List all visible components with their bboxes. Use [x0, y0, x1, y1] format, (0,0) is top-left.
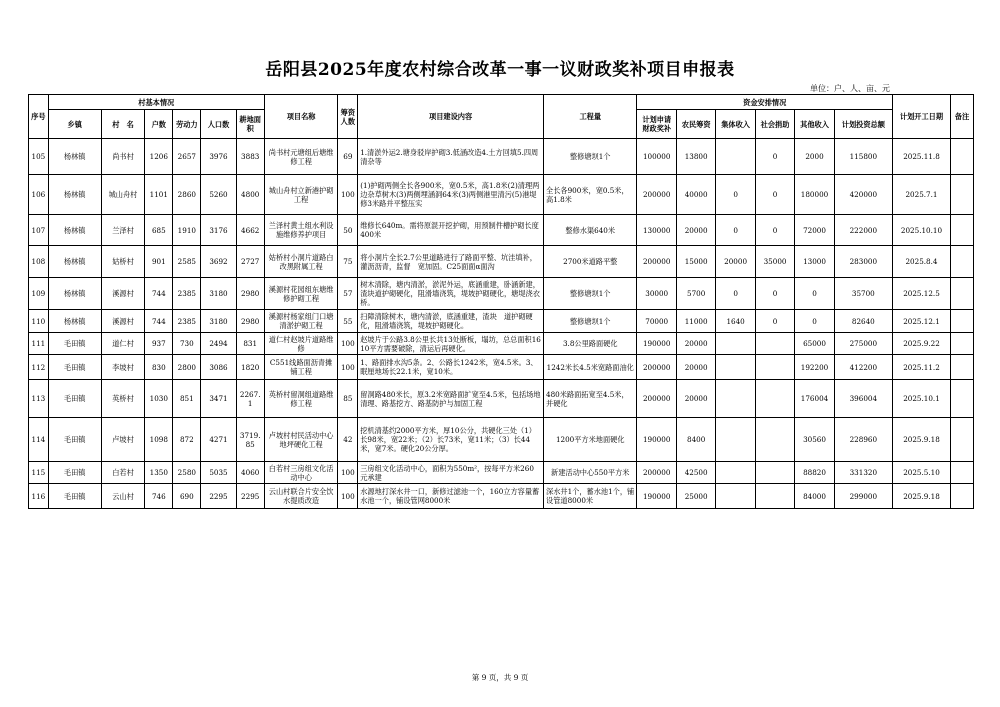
cell-village: 溪源村	[101, 278, 145, 310]
cell-seq: 106	[29, 175, 49, 215]
cell-labor: 2860	[173, 175, 201, 215]
cell-farmer-raise: 5700	[676, 278, 715, 310]
cell-donation: 0	[755, 215, 794, 246]
cell-start-date: 2025.12.1	[892, 310, 950, 333]
cell-households: 1350	[145, 462, 173, 484]
cell-start-date: 2025.10.10	[892, 215, 950, 246]
project-table	[28, 94, 974, 509]
cell-seq: 107	[29, 215, 49, 246]
cell-households: 744	[145, 310, 173, 333]
cell-project-name: C551线路面沥青摊铺工程	[264, 355, 338, 380]
header-quantity: 工程量	[544, 95, 637, 139]
cell-labor: 851	[173, 380, 201, 418]
cell-project-name: 道仁村赵坡片道路维修	[264, 333, 338, 355]
cell-farmland: 2295	[236, 484, 264, 509]
cell-total: 275000	[834, 333, 892, 355]
cell-township: 毛田镇	[48, 333, 101, 355]
cell-seq: 108	[29, 246, 49, 278]
cell-seq: 111	[29, 333, 49, 355]
cell-collective: 0	[716, 215, 755, 246]
cell-other: 30560	[795, 418, 834, 462]
cell-township: 毛田镇	[48, 355, 101, 380]
cell-raised-labor: 85	[338, 380, 358, 418]
header-fiscal-award: 计划申请财政奖补	[637, 110, 676, 139]
cell-remark	[951, 484, 974, 509]
cell-start-date: 2025.11.2	[892, 355, 950, 380]
header-population: 人口数	[201, 110, 236, 139]
table-row	[29, 215, 974, 246]
cell-donation: 0	[755, 175, 794, 215]
cell-donation	[755, 333, 794, 355]
header-seq: 序号	[29, 95, 49, 139]
cell-labor: 2385	[173, 278, 201, 310]
cell-raised-labor: 100	[338, 355, 358, 380]
cell-donation: 0	[755, 139, 794, 175]
cell-other: 180000	[795, 175, 834, 215]
cell-population: 4271	[201, 418, 236, 462]
cell-quantity: 480米路面拓宽至4.5米，并硬化	[544, 380, 637, 418]
cell-labor: 1910	[173, 215, 201, 246]
cell-quantity: 2700米道路平整	[544, 246, 637, 278]
cell-collective	[716, 484, 755, 509]
cell-donation: 35000	[755, 246, 794, 278]
cell-township: 杨林镇	[48, 310, 101, 333]
cell-total: 222000	[834, 215, 892, 246]
cell-total: 35700	[834, 278, 892, 310]
cell-fiscal-award: 200000	[637, 175, 676, 215]
table-row	[29, 278, 974, 310]
cell-collective: 1640	[716, 310, 755, 333]
cell-other: 13000	[795, 246, 834, 278]
cell-seq: 112	[29, 355, 49, 380]
cell-other: 176004	[795, 380, 834, 418]
cell-population: 5035	[201, 462, 236, 484]
cell-farmer-raise: 11000	[676, 310, 715, 333]
cell-village: 道仁村	[101, 333, 145, 355]
cell-other: 0	[795, 310, 834, 333]
cell-farmer-raise: 20000	[676, 333, 715, 355]
table-row	[29, 484, 974, 509]
header-households: 户数	[145, 110, 173, 139]
cell-farmer-raise: 20000	[676, 355, 715, 380]
header-village-basic: 村基本情况	[48, 95, 264, 110]
cell-other: 192200	[795, 355, 834, 380]
cell-farmland: 2727	[236, 246, 264, 278]
table-row	[29, 175, 974, 215]
cell-content: 将小洞片全长2.7公里道路进行了路面平整、坑洼填补，灌沥沥青，监督 宽加固。C25面面α面沟	[358, 246, 544, 278]
cell-village: 兰泽村	[101, 215, 145, 246]
header-collective: 集体收入	[716, 110, 755, 139]
cell-total: 420000	[834, 175, 892, 215]
cell-other: 2000	[795, 139, 834, 175]
cell-start-date: 2025.10.1	[892, 380, 950, 418]
cell-population: 3976	[201, 139, 236, 175]
cell-fiscal-award: 190000	[637, 484, 676, 509]
header-total: 计划投资总额	[834, 110, 892, 139]
cell-labor: 872	[173, 418, 201, 462]
cell-seq: 105	[29, 139, 49, 175]
cell-total: 396004	[834, 380, 892, 418]
header-farmland: 耕地面积	[236, 110, 264, 139]
table-row	[29, 418, 974, 462]
cell-total: 82640	[834, 310, 892, 333]
cell-project-name: 溪源村杨家组门口塘清淤护砌工程	[264, 310, 338, 333]
cell-seq: 115	[29, 462, 49, 484]
cell-start-date: 2025.9.18	[892, 484, 950, 509]
header-other: 其他收入	[795, 110, 834, 139]
cell-quantity: 整修塘坝1个	[544, 139, 637, 175]
cell-raised-labor: 42	[338, 418, 358, 462]
cell-village: 白若村	[101, 462, 145, 484]
cell-donation	[755, 418, 794, 462]
cell-collective	[716, 355, 755, 380]
cell-content: (1)护砌两侧全长各900米，宽0.5米，高1.8米(2)清理两边杂草树木(3)两侧埋涵洞64米(3)两侧港里清污(5)港堤修3米路并平整压实	[358, 175, 544, 215]
cell-project-name: 城山舟村立新港护砌工程	[264, 175, 338, 215]
unit-note: 单位：户、人、亩、元	[810, 84, 890, 93]
cell-total: 299000	[834, 484, 892, 509]
cell-other: 84000	[795, 484, 834, 509]
cell-labor: 2800	[173, 355, 201, 380]
cell-farmer-raise: 8400	[676, 418, 715, 462]
cell-village: 云山村	[101, 484, 145, 509]
cell-township: 毛田镇	[48, 418, 101, 462]
cell-farmland: 1820	[236, 355, 264, 380]
header-donation: 社会捐助	[755, 110, 794, 139]
table-row	[29, 139, 974, 175]
cell-fiscal-award: 190000	[637, 333, 676, 355]
cell-population: 2295	[201, 484, 236, 509]
cell-raised-labor: 55	[338, 310, 358, 333]
table-row	[29, 310, 974, 333]
cell-farmer-raise: 25000	[676, 484, 715, 509]
cell-content: 留洞路480米长，原3.2米宽路面扩宽至4.5米，包括场地清理、路基挖方、路基防护与加固工程	[358, 380, 544, 418]
cell-farmland: 2980	[236, 310, 264, 333]
cell-start-date: 2025.9.18	[892, 418, 950, 462]
cell-content: 扫障清除树木，塘内清淤，底涵重建，渣块 道护砌硬化，阻滑墙浇筑，堤坡护砌硬化。	[358, 310, 544, 333]
cell-content: 三房组文化活动中心，面积为550m²，按每平方米260元承建	[358, 462, 544, 484]
cell-population: 3471	[201, 380, 236, 418]
cell-remark	[951, 310, 974, 333]
cell-quantity: 整修塘坝1个	[544, 278, 637, 310]
cell-collective: 20000	[716, 246, 755, 278]
cell-population: 5260	[201, 175, 236, 215]
cell-households: 1030	[145, 380, 173, 418]
cell-households: 1101	[145, 175, 173, 215]
cell-total: 228960	[834, 418, 892, 462]
cell-quantity: 3.8公里路面硬化	[544, 333, 637, 355]
cell-farmer-raise: 40000	[676, 175, 715, 215]
cell-population: 2494	[201, 333, 236, 355]
cell-quantity: 1200平方米地面硬化	[544, 418, 637, 462]
cell-village: 姑桥村	[101, 246, 145, 278]
cell-remark	[951, 462, 974, 484]
cell-collective	[716, 462, 755, 484]
cell-project-name: 兰泽村黄土组水利设施维修养护项目	[264, 215, 338, 246]
cell-collective: 0	[716, 278, 755, 310]
cell-population: 3086	[201, 355, 236, 380]
cell-households: 746	[145, 484, 173, 509]
cell-collective	[716, 380, 755, 418]
table-body	[29, 139, 974, 509]
cell-project-name: 溪源村花园组东塘维修护砌工程	[264, 278, 338, 310]
cell-quantity: 全长各900米，宽0.5米，高1.8米	[544, 175, 637, 215]
cell-remark	[951, 380, 974, 418]
header-village: 村 名	[101, 110, 145, 139]
cell-fiscal-award: 200000	[637, 246, 676, 278]
cell-farmland: 2980	[236, 278, 264, 310]
cell-content: 1、路面排水沟5条。2、公路长1242米，宽4.5米。3、 眠厘地场长22.1米，宽10米。	[358, 355, 544, 380]
cell-project-name: 英桥村留洞组道路维修工程	[264, 380, 338, 418]
table-row	[29, 380, 974, 418]
cell-township: 杨林镇	[48, 215, 101, 246]
cell-population: 3176	[201, 215, 236, 246]
cell-raised-labor: 75	[338, 246, 358, 278]
table-row	[29, 355, 974, 380]
cell-quantity: 深水井1个，蓄水池1个，铺设管道8000米	[544, 484, 637, 509]
cell-seq: 114	[29, 418, 49, 462]
cell-remark	[951, 215, 974, 246]
cell-township: 杨林镇	[48, 139, 101, 175]
cell-other: 72000	[795, 215, 834, 246]
cell-households: 830	[145, 355, 173, 380]
cell-village: 英桥村	[101, 380, 145, 418]
cell-total: 412200	[834, 355, 892, 380]
page-footer: 第 9 页，共 9 页	[471, 673, 529, 682]
cell-households: 937	[145, 333, 173, 355]
cell-township: 毛田镇	[48, 462, 101, 484]
cell-start-date: 2025.9.22	[892, 333, 950, 355]
header-farmer-raise: 农民筹资	[676, 110, 715, 139]
cell-remark	[951, 333, 974, 355]
cell-raised-labor: 57	[338, 278, 358, 310]
cell-donation	[755, 484, 794, 509]
cell-quantity: 1242米长4.5米宽路面油化	[544, 355, 637, 380]
cell-farmland: 4800	[236, 175, 264, 215]
cell-farmland: 3883	[236, 139, 264, 175]
cell-collective	[716, 139, 755, 175]
cell-township: 毛田镇	[48, 380, 101, 418]
cell-farmer-raise: 15000	[676, 246, 715, 278]
cell-raised-labor: 100	[338, 484, 358, 509]
cell-remark	[951, 246, 974, 278]
cell-farmland: 831	[236, 333, 264, 355]
cell-project-name: 卢坡村村民活动中心地坪硬化工程	[264, 418, 338, 462]
cell-labor: 690	[173, 484, 201, 509]
page-title: 岳阳县2025年度农村综合改革一事一议财政奖补项目申报表	[265, 60, 735, 80]
cell-content: 树木清除，塘内清淤，淤泥外运，底涵重建，卧涵新建，渣块道护砌硬化，阻滑墙浇筑，堤坡护砌硬化，塘堤浇衣桥。	[358, 278, 544, 310]
cell-other: 0	[795, 278, 834, 310]
cell-farmland: 4662	[236, 215, 264, 246]
cell-other: 65000	[795, 333, 834, 355]
cell-township: 毛田镇	[48, 484, 101, 509]
cell-fiscal-award: 30000	[637, 278, 676, 310]
cell-content: 水源地打深水井一口，新修过滤池一个，160立方容量蓄水池一个，铺设管网8000米	[358, 484, 544, 509]
cell-donation	[755, 355, 794, 380]
cell-seq: 113	[29, 380, 49, 418]
cell-project-name: 白若村三房组文化活动中心	[264, 462, 338, 484]
cell-project-name: 尚书村元塘组后塘维修工程	[264, 139, 338, 175]
cell-village: 城山舟村	[101, 175, 145, 215]
cell-quantity: 整修水渠640米	[544, 215, 637, 246]
cell-farmer-raise: 20000	[676, 380, 715, 418]
cell-seq: 110	[29, 310, 49, 333]
cell-donation	[755, 462, 794, 484]
cell-start-date: 2025.8.4	[892, 246, 950, 278]
cell-fiscal-award: 200000	[637, 380, 676, 418]
cell-fiscal-award: 70000	[637, 310, 676, 333]
cell-other: 88820	[795, 462, 834, 484]
cell-raised-labor: 50	[338, 215, 358, 246]
cell-households: 1098	[145, 418, 173, 462]
cell-start-date: 2025.5.10	[892, 462, 950, 484]
cell-quantity: 整修塘坝1个	[544, 310, 637, 333]
header-township: 乡镇	[48, 110, 101, 139]
cell-remark	[951, 355, 974, 380]
header-raised-labor: 筹资人数	[338, 95, 358, 139]
cell-content: 挖机清基约2000平方米，厚10公分，共硬化三处（1）长98米，宽22米；（2）长73米，宽11米；（3）长44米，宽7米。硬化20公分厚。	[358, 418, 544, 462]
header-remark: 备注	[951, 95, 974, 139]
cell-population: 3180	[201, 310, 236, 333]
cell-remark	[951, 139, 974, 175]
cell-population: 3180	[201, 278, 236, 310]
cell-fiscal-award: 190000	[637, 418, 676, 462]
cell-farmer-raise: 42500	[676, 462, 715, 484]
cell-start-date: 2025.11.8	[892, 139, 950, 175]
header-funding: 资金安排情况	[637, 95, 892, 110]
cell-quantity: 新建活动中心550平方米	[544, 462, 637, 484]
header-labor: 劳动力	[173, 110, 201, 139]
cell-labor: 2657	[173, 139, 201, 175]
cell-farmland: 3719.85	[236, 418, 264, 462]
cell-village: 卢坡村	[101, 418, 145, 462]
cell-start-date: 2025.7.1	[892, 175, 950, 215]
cell-donation	[755, 380, 794, 418]
table-row	[29, 462, 974, 484]
cell-total: 331320	[834, 462, 892, 484]
cell-raised-labor: 100	[338, 462, 358, 484]
table-row	[29, 246, 974, 278]
cell-village: 尚书村	[101, 139, 145, 175]
cell-households: 901	[145, 246, 173, 278]
cell-project-name: 云山村联合片安全饮水提质改造	[264, 484, 338, 509]
cell-farmer-raise: 20000	[676, 215, 715, 246]
cell-total: 115800	[834, 139, 892, 175]
cell-population: 3692	[201, 246, 236, 278]
cell-seq: 116	[29, 484, 49, 509]
cell-content: 赵坡片于公路3.8公里长共13处断板，塌坊，总总面积1610平方需要破除，清运后再硬化。	[358, 333, 544, 355]
header-project-name: 项目名称	[264, 95, 338, 139]
cell-households: 685	[145, 215, 173, 246]
cell-farmer-raise: 13800	[676, 139, 715, 175]
cell-fiscal-award: 200000	[637, 355, 676, 380]
cell-households: 744	[145, 278, 173, 310]
cell-collective	[716, 418, 755, 462]
cell-fiscal-award: 130000	[637, 215, 676, 246]
header-start-date: 计划开工日期	[892, 95, 950, 139]
cell-township: 杨林镇	[48, 175, 101, 215]
table-row	[29, 333, 974, 355]
cell-total: 283000	[834, 246, 892, 278]
cell-content: 1.清淤外运2.塘身驳岸护砌3.低涵改造4.土方回填5.四周清杂等	[358, 139, 544, 175]
cell-remark	[951, 175, 974, 215]
header-content: 项目建设内容	[358, 95, 544, 139]
cell-raised-labor: 100	[338, 175, 358, 215]
cell-collective	[716, 333, 755, 355]
cell-collective: 0	[716, 175, 755, 215]
cell-labor: 730	[173, 333, 201, 355]
cell-village: 溪源村	[101, 310, 145, 333]
cell-labor: 2385	[173, 310, 201, 333]
cell-village: 李坡村	[101, 355, 145, 380]
cell-labor: 2580	[173, 462, 201, 484]
cell-raised-labor: 100	[338, 333, 358, 355]
cell-farmland: 2267.1	[236, 380, 264, 418]
cell-project-name: 姑桥村小洞片道路白改黑附属工程	[264, 246, 338, 278]
cell-remark	[951, 418, 974, 462]
cell-fiscal-award: 200000	[637, 462, 676, 484]
cell-start-date: 2025.12.5	[892, 278, 950, 310]
cell-content: 维修长640m。需将原混开挖护砌，用预制件槽护砌长度400米	[358, 215, 544, 246]
cell-seq: 109	[29, 278, 49, 310]
cell-donation: 0	[755, 278, 794, 310]
cell-township: 杨林镇	[48, 278, 101, 310]
cell-households: 1206	[145, 139, 173, 175]
cell-township: 杨林镇	[48, 246, 101, 278]
cell-raised-labor: 69	[338, 139, 358, 175]
cell-labor: 2585	[173, 246, 201, 278]
cell-farmland: 4060	[236, 462, 264, 484]
cell-remark	[951, 278, 974, 310]
cell-donation: 0	[755, 310, 794, 333]
cell-fiscal-award: 100000	[637, 139, 676, 175]
